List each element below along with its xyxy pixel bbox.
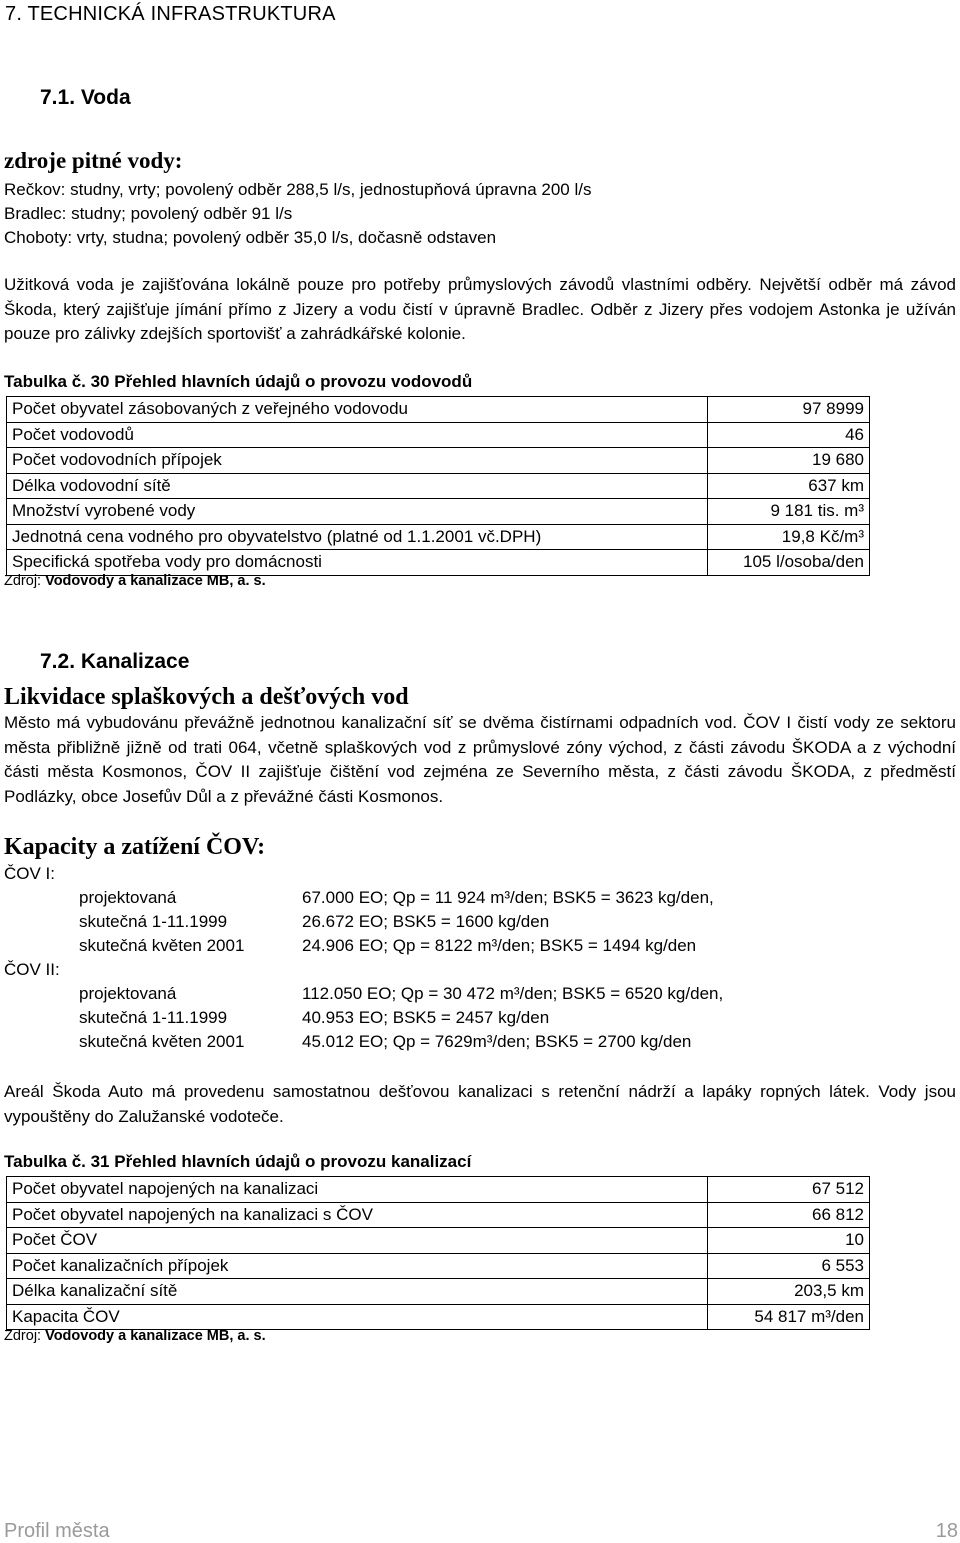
water-table bbox=[6, 396, 870, 576]
table-row bbox=[7, 422, 870, 448]
table-cell-value: 67 512 bbox=[708, 1177, 870, 1203]
sewer-table bbox=[6, 1176, 870, 1330]
table-row bbox=[7, 1253, 870, 1279]
table-caption-water: Tabulka č. 30 Přehled hlavních údajů o provozu vodovodů bbox=[4, 372, 473, 391]
table-row bbox=[7, 1228, 870, 1254]
plant-row-value: 40.953 EO; BSK5 = 2457 kg/den bbox=[302, 1008, 550, 1027]
table-row bbox=[7, 1279, 870, 1305]
plant-row-label: projektovaná bbox=[79, 984, 177, 1003]
table-cell-label: Kapacita ČOV bbox=[7, 1304, 708, 1330]
table-cell-label: Počet ČOV bbox=[7, 1228, 708, 1254]
table-cell-value: 66 812 bbox=[708, 1202, 870, 1228]
plant-row-value: 24.906 EO; Qp = 8122 m³/den; BSK5 = 1494 kg/den bbox=[302, 936, 697, 955]
source-line: Rečkov: studny, vrty; povolený odběr 288,5 l/s, jednostupňová úpravna 200 l/s bbox=[4, 180, 592, 199]
table-row bbox=[7, 448, 870, 474]
water-table-source: Zdroj: Vodovody a kanalizace MB, a. s. bbox=[4, 573, 266, 589]
table-caption-sewer: Tabulka č. 31 Přehled hlavních údajů o provozu kanalizací bbox=[4, 1152, 472, 1171]
plant-row-value: 26.672 EO; BSK5 = 1600 kg/den bbox=[302, 912, 550, 931]
plant-row-label: skutečná květen 2001 bbox=[79, 936, 245, 955]
sources-heading: zdroje pitné vody: bbox=[4, 148, 183, 173]
table-cell-label: Specifická spotřeba vody pro domácnosti bbox=[7, 550, 708, 576]
table-cell-label: Počet kanalizačních přípojek bbox=[7, 1253, 708, 1279]
table-cell-label: Počet vodovodů bbox=[7, 422, 708, 448]
table-cell-label: Počet obyvatel napojených na kanalizaci s ČOV bbox=[7, 1202, 708, 1228]
plant-name: ČOV I: bbox=[4, 864, 56, 883]
plant-name: ČOV II: bbox=[4, 960, 60, 979]
plant-row-value: 67.000 EO; Qp = 11 924 m³/den; BSK5 = 3623 kg/den, bbox=[302, 888, 714, 907]
page-number: 18 bbox=[935, 1520, 958, 1542]
plant-row-label: skutečná květen 2001 bbox=[79, 1032, 245, 1051]
table-cell-label: Počet obyvatel zásobovaných z veřejného vodovodu bbox=[7, 397, 708, 423]
plant-row-value: 45.012 EO; Qp = 7629m³/den; BSK5 = 2700 kg/den bbox=[302, 1032, 692, 1051]
plant-row-label: skutečná 1-11.1999 bbox=[79, 912, 228, 931]
source-line: Choboty: vrty, studna; povolený odběr 35,0 l/s, dočasně odstaven bbox=[4, 228, 497, 247]
table-cell-label: Délka kanalizační sítě bbox=[7, 1279, 708, 1305]
plant-row-value: 112.050 EO; Qp = 30 472 m³/den; BSK5 = 6520 kg/den, bbox=[302, 984, 724, 1003]
table-cell-value: 637 km bbox=[708, 473, 870, 499]
plant-row-label: skutečná 1-11.1999 bbox=[79, 1008, 228, 1027]
table-cell-value: 19,8 Kč/m³ bbox=[708, 524, 870, 550]
table-cell-value: 10 bbox=[708, 1228, 870, 1254]
plant-row-label: projektovaná bbox=[79, 888, 177, 907]
table-cell-label: Jednotná cena vodného pro obyvatelstvo (platné od 1.1.2001 vč.DPH) bbox=[7, 524, 708, 550]
table-cell-value: 19 680 bbox=[708, 448, 870, 474]
table-row bbox=[7, 524, 870, 550]
table-cell-value: 9 181 tis. m³ bbox=[708, 499, 870, 525]
sewer-table-source: Zdroj: Vodovody a kanalizace MB, a. s. bbox=[4, 1328, 266, 1344]
section-title-water: 7.1. Voda bbox=[40, 86, 131, 109]
source-line: Bradlec: studny; povolený odběr 91 l/s bbox=[4, 204, 293, 223]
water-paragraph: Užitková voda je zajišťována lokálně pouze pro potřeby průmyslových závodů vlastními odběry. Největší odběr má závod Škoda, který zajišťuje jímání přímo z Jizery a vodu čistí v úpravně Bradlec. Odběr z Jizery přes vodojem Astonka je užíván pouze pro zálivky zdejších sportovišť a zahrádkářské kolonie. bbox=[4, 275, 956, 343]
table-cell-label: Množství vyrobené vody bbox=[7, 499, 708, 525]
table-cell-value: 6 553 bbox=[708, 1253, 870, 1279]
sewer-paragraph-2: Areál Škoda Auto má provedenu samostatnou dešťovou kanalizaci s retenční nádrží a lapáky ropných látek. Vody jsou vypouštěny do Zalužanské vodoteče. bbox=[4, 1082, 956, 1126]
table-cell-value: 203,5 km bbox=[708, 1279, 870, 1305]
table-row bbox=[7, 1304, 870, 1330]
table-cell-value: 97 8999 bbox=[708, 397, 870, 423]
section-title-sewer: 7.2. Kanalizace bbox=[40, 650, 190, 673]
table-cell-value: 46 bbox=[708, 422, 870, 448]
table-cell-value: 105 l/osoba/den bbox=[708, 550, 870, 576]
table-cell-label: Počet obyvatel napojených na kanalizaci bbox=[7, 1177, 708, 1203]
table-row bbox=[7, 1202, 870, 1228]
table-row bbox=[7, 1177, 870, 1203]
table-row bbox=[7, 473, 870, 499]
footer-title: Profil města bbox=[4, 1520, 110, 1542]
table-row bbox=[7, 550, 870, 576]
sewer-paragraph: Město má vybudovánu převážně jednotnou kanalizační síť se dvěma čistírnami odpadních vod. ČOV I čistí vody ze sektoru města přibližně jižně od trati 064, včetně splaškových vod z průmyslové zóny východ, z části závodu ŠKODA a z východní části města Kosmonos, ČOV II zajišťuje čištění vod zejména ze Severního města, z části závodu ŠKODA, z předměstí Podlázky, obce Josefův Důl a z převážné části Kosmonos. bbox=[4, 713, 956, 806]
table-row bbox=[7, 499, 870, 525]
table-cell-label: Počet vodovodních přípojek bbox=[7, 448, 708, 474]
table-row bbox=[7, 397, 870, 423]
table-cell-label: Délka vodovodní sítě bbox=[7, 473, 708, 499]
capacity-heading: Kapacity a zatížení ČOV: bbox=[4, 834, 266, 860]
page-heading: 7. TECHNICKÁ INFRASTRUKTURA bbox=[5, 3, 336, 25]
table-cell-value: 54 817 m³/den bbox=[708, 1304, 870, 1330]
sewer-subheading: Likvidace splaškových a dešťových vod bbox=[4, 684, 409, 710]
